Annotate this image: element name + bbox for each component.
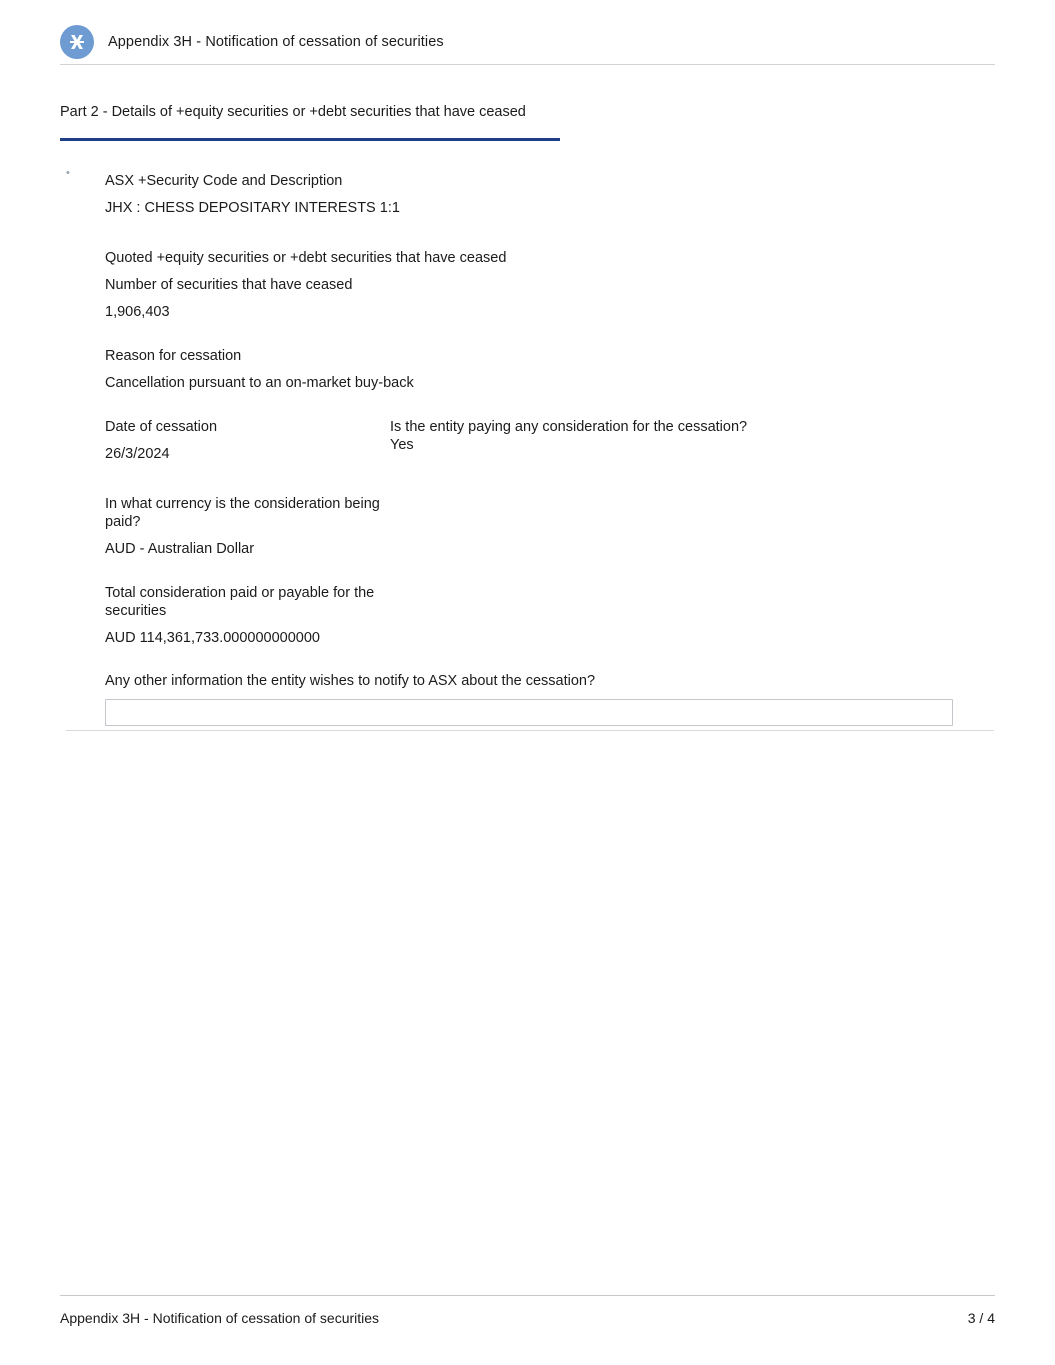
total-consideration-field — [105, 584, 960, 647]
consideration-question-label: Is the entity paying any consideration for the cessation? — [390, 419, 748, 435]
footer-divider — [60, 1295, 995, 1296]
footer-page-number: 3 / 4 — [967, 1310, 995, 1326]
header-divider — [60, 64, 995, 65]
bullet-marker-icon: • — [66, 167, 70, 179]
other-information-input[interactable] — [105, 699, 953, 726]
section-heading-underline — [60, 138, 560, 141]
asx-logo-icon — [60, 25, 94, 59]
date-field — [105, 418, 390, 463]
content-bottom-divider — [66, 730, 994, 731]
currency-value: AUD - Australian Dollar — [105, 541, 255, 557]
document-title: Appendix 3H - Notification of cessation of securities — [108, 34, 444, 50]
consideration-question-value: Yes — [390, 437, 414, 453]
consideration-question-field — [390, 418, 960, 454]
security-code-value: JHX : CHESS DEPOSITARY INTERESTS 1:1 — [105, 200, 400, 216]
number-ceased-value: 1,906,403 — [105, 304, 170, 320]
reason-field — [105, 347, 960, 392]
date-value: 26/3/2024 — [105, 446, 170, 462]
other-information-field — [105, 673, 960, 726]
security-code-field — [105, 172, 960, 217]
form-content — [105, 172, 960, 726]
total-consideration-label: Total consideration paid or payable for the securities — [105, 585, 375, 619]
document-header — [60, 18, 995, 66]
date-and-consideration-row — [105, 418, 960, 463]
quoted-securities-section — [105, 249, 960, 321]
section-heading: Part 2 - Details of +equity securities or +debt securities that have ceased — [60, 104, 526, 120]
reason-value: Cancellation pursuant to an on-market buy-back — [105, 375, 414, 391]
document-footer — [60, 1310, 995, 1326]
security-code-label: ASX +Security Code and Description — [105, 173, 343, 189]
total-consideration-value: AUD 114,361,733.000000000000 — [105, 630, 321, 646]
currency-field — [105, 495, 960, 558]
quoted-securities-heading: Quoted +equity securities or +debt securities that have ceased — [105, 250, 507, 266]
number-ceased-label: Number of securities that have ceased — [105, 277, 353, 293]
reason-label: Reason for cessation — [105, 348, 242, 364]
footer-title: Appendix 3H - Notification of cessation of securities — [60, 1310, 380, 1326]
currency-label: In what currency is the consideration being paid? — [105, 496, 380, 530]
date-label: Date of cessation — [105, 419, 218, 435]
other-information-label: Any other information the entity wishes to notify to ASX about the cessation? — [105, 673, 596, 689]
